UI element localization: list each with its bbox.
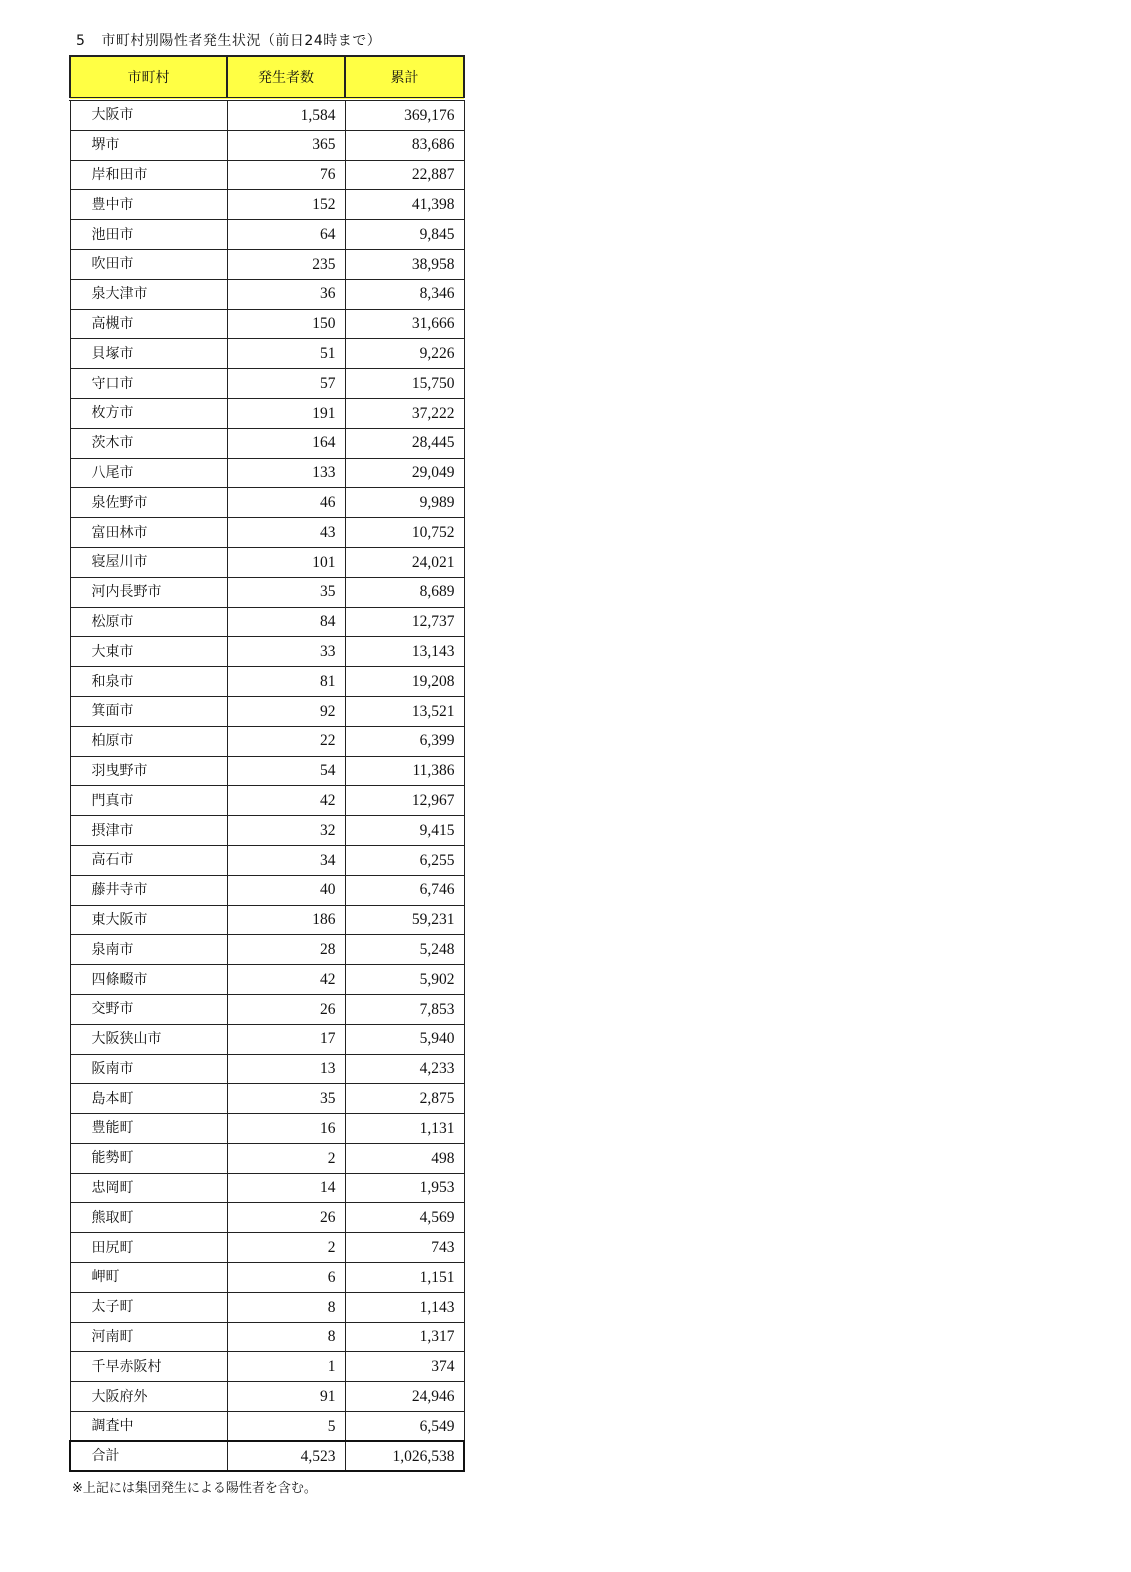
table-row xyxy=(70,845,464,875)
new-cases-cell: 2 xyxy=(227,1143,345,1173)
table-row xyxy=(70,994,464,1024)
table-row xyxy=(70,577,464,607)
table-row xyxy=(70,1114,464,1144)
municipality-cell: 能勢町 xyxy=(70,1143,227,1173)
table-row xyxy=(70,488,464,518)
page-title xyxy=(76,30,381,50)
new-cases-cell: 35 xyxy=(227,1084,345,1114)
new-cases-cell: 152 xyxy=(227,190,345,220)
table-row xyxy=(70,279,464,309)
new-cases-cell: 36 xyxy=(227,279,345,309)
table-row xyxy=(70,518,464,548)
cumulative-cell: 13,521 xyxy=(345,696,464,726)
new-cases-cell: 5 xyxy=(227,1412,345,1442)
municipality-cell: 和泉市 xyxy=(70,667,227,697)
municipality-cell: 藤井寺市 xyxy=(70,875,227,905)
table-row xyxy=(70,190,464,220)
new-cases-cell: 22 xyxy=(227,726,345,756)
cumulative-cell: 13,143 xyxy=(345,637,464,667)
cumulative-cell: 24,946 xyxy=(345,1382,464,1412)
section-number: 5 xyxy=(76,33,86,49)
cumulative-cell: 9,415 xyxy=(345,816,464,846)
municipality-cell: 貝塚市 xyxy=(70,339,227,369)
new-cases-cell: 1 xyxy=(227,1352,345,1382)
table-row xyxy=(70,428,464,458)
total-row xyxy=(70,1441,464,1471)
new-cases-cell: 26 xyxy=(227,994,345,1024)
table-row xyxy=(70,965,464,995)
column-header-municipality: 市町村 xyxy=(70,56,227,99)
new-cases-cell: 235 xyxy=(227,249,345,279)
cumulative-cell: 10,752 xyxy=(345,518,464,548)
table-row xyxy=(70,1203,464,1233)
new-cases-cell: 14 xyxy=(227,1173,345,1203)
new-cases-cell: 26 xyxy=(227,1203,345,1233)
municipality-cell: 大東市 xyxy=(70,637,227,667)
table-row xyxy=(70,130,464,160)
municipality-cell: 熊取町 xyxy=(70,1203,227,1233)
table-body xyxy=(70,99,464,1441)
new-cases-cell: 133 xyxy=(227,458,345,488)
cumulative-cell: 9,226 xyxy=(345,339,464,369)
municipality-cell: 河南町 xyxy=(70,1322,227,1352)
table-row xyxy=(70,816,464,846)
table-row xyxy=(70,369,464,399)
municipality-cell: 門真市 xyxy=(70,786,227,816)
cumulative-cell: 9,989 xyxy=(345,488,464,518)
table-row xyxy=(70,1024,464,1054)
municipality-cell: 阪南市 xyxy=(70,1054,227,1084)
municipality-cell: 大阪狭山市 xyxy=(70,1024,227,1054)
table-row xyxy=(70,1322,464,1352)
new-cases-cell: 101 xyxy=(227,547,345,577)
municipality-cell: 堺市 xyxy=(70,130,227,160)
cumulative-cell: 8,346 xyxy=(345,279,464,309)
cumulative-cell: 24,021 xyxy=(345,547,464,577)
new-cases-cell: 42 xyxy=(227,965,345,995)
table-row xyxy=(70,667,464,697)
column-header-cumulative: 累計 xyxy=(345,56,464,99)
table-header-row xyxy=(70,56,464,99)
new-cases-cell: 81 xyxy=(227,667,345,697)
municipality-cell: 高石市 xyxy=(70,845,227,875)
cumulative-cell: 31,666 xyxy=(345,309,464,339)
cumulative-cell: 743 xyxy=(345,1233,464,1263)
new-cases-cell: 17 xyxy=(227,1024,345,1054)
new-cases-cell: 28 xyxy=(227,935,345,965)
cumulative-cell: 4,233 xyxy=(345,1054,464,1084)
new-cases-cell: 32 xyxy=(227,816,345,846)
table-row xyxy=(70,220,464,250)
municipality-cell: 茨木市 xyxy=(70,428,227,458)
table-row xyxy=(70,786,464,816)
cumulative-cell: 369,176 xyxy=(345,99,464,130)
new-cases-cell: 2 xyxy=(227,1233,345,1263)
municipality-cell: 吹田市 xyxy=(70,249,227,279)
new-cases-cell: 92 xyxy=(227,696,345,726)
cumulative-cell: 1,151 xyxy=(345,1263,464,1293)
cumulative-cell: 29,049 xyxy=(345,458,464,488)
municipality-cell: 高槻市 xyxy=(70,309,227,339)
new-cases-cell: 35 xyxy=(227,577,345,607)
cumulative-cell: 19,208 xyxy=(345,667,464,697)
footnote: ※上記には集団発生による陽性者を含む。 xyxy=(72,1481,317,1496)
cumulative-cell: 83,686 xyxy=(345,130,464,160)
cumulative-cell: 9,845 xyxy=(345,220,464,250)
municipality-cell: 松原市 xyxy=(70,607,227,637)
new-cases-cell: 365 xyxy=(227,130,345,160)
new-cases-cell: 57 xyxy=(227,369,345,399)
municipality-cell: 島本町 xyxy=(70,1084,227,1114)
municipality-cell: 大阪府外 xyxy=(70,1382,227,1412)
municipality-cell: 岬町 xyxy=(70,1263,227,1293)
cumulative-cell: 1,143 xyxy=(345,1292,464,1322)
new-cases-cell: 34 xyxy=(227,845,345,875)
municipality-cell: 調査中 xyxy=(70,1412,227,1442)
new-cases-cell: 1,584 xyxy=(227,99,345,130)
cumulative-cell: 1,953 xyxy=(345,1173,464,1203)
new-cases-cell: 43 xyxy=(227,518,345,548)
cumulative-cell: 8,689 xyxy=(345,577,464,607)
new-cases-cell: 8 xyxy=(227,1292,345,1322)
municipality-cell: 枚方市 xyxy=(70,398,227,428)
new-cases-cell: 33 xyxy=(227,637,345,667)
municipality-cell: 箕面市 xyxy=(70,696,227,726)
cumulative-cell: 59,231 xyxy=(345,905,464,935)
municipality-cell: 太子町 xyxy=(70,1292,227,1322)
new-cases-cell: 40 xyxy=(227,875,345,905)
cumulative-cell: 11,386 xyxy=(345,756,464,786)
table-row xyxy=(70,249,464,279)
table-row xyxy=(70,99,464,130)
new-cases-cell: 186 xyxy=(227,905,345,935)
municipality-cell: 岸和田市 xyxy=(70,160,227,190)
municipality-cell: 羽曳野市 xyxy=(70,756,227,786)
table-row xyxy=(70,1054,464,1084)
cumulative-cell: 22,887 xyxy=(345,160,464,190)
table-row xyxy=(70,1233,464,1263)
municipality-cell: 守口市 xyxy=(70,369,227,399)
cumulative-cell: 2,875 xyxy=(345,1084,464,1114)
municipality-table xyxy=(69,55,465,1472)
cumulative-cell: 7,853 xyxy=(345,994,464,1024)
table-row xyxy=(70,309,464,339)
table-row xyxy=(70,607,464,637)
table-row xyxy=(70,547,464,577)
table-row xyxy=(70,1263,464,1293)
table-row xyxy=(70,905,464,935)
table-row xyxy=(70,1292,464,1322)
cumulative-cell: 1,317 xyxy=(345,1322,464,1352)
table-row xyxy=(70,398,464,428)
municipality-cell: 八尾市 xyxy=(70,458,227,488)
new-cases-cell: 64 xyxy=(227,220,345,250)
table-row xyxy=(70,458,464,488)
cumulative-cell: 5,902 xyxy=(345,965,464,995)
table-row xyxy=(70,339,464,369)
municipality-cell: 柏原市 xyxy=(70,726,227,756)
new-cases-cell: 91 xyxy=(227,1382,345,1412)
table-row xyxy=(70,1143,464,1173)
total-cumulative: 1,026,538 xyxy=(345,1441,464,1471)
cumulative-cell: 6,255 xyxy=(345,845,464,875)
cumulative-cell: 498 xyxy=(345,1143,464,1173)
table-row xyxy=(70,726,464,756)
table-row xyxy=(70,637,464,667)
cumulative-cell: 37,222 xyxy=(345,398,464,428)
table-row xyxy=(70,1352,464,1382)
cumulative-cell: 6,549 xyxy=(345,1412,464,1442)
cumulative-cell: 5,940 xyxy=(345,1024,464,1054)
table-row xyxy=(70,1382,464,1412)
cumulative-cell: 6,746 xyxy=(345,875,464,905)
column-header-new-cases: 発生者数 xyxy=(227,56,345,99)
table-row xyxy=(70,1412,464,1442)
cumulative-cell: 6,399 xyxy=(345,726,464,756)
cumulative-cell: 374 xyxy=(345,1352,464,1382)
municipality-cell: 大阪市 xyxy=(70,99,227,130)
table-row xyxy=(70,160,464,190)
municipality-cell: 富田林市 xyxy=(70,518,227,548)
municipality-cell: 池田市 xyxy=(70,220,227,250)
municipality-cell: 泉佐野市 xyxy=(70,488,227,518)
new-cases-cell: 42 xyxy=(227,786,345,816)
municipality-cell: 交野市 xyxy=(70,994,227,1024)
municipality-cell: 東大阪市 xyxy=(70,905,227,935)
municipality-cell: 河内長野市 xyxy=(70,577,227,607)
cumulative-cell: 12,967 xyxy=(345,786,464,816)
section-title: 市町村別陽性者発生状況（前日24時まで） xyxy=(101,33,382,49)
cumulative-cell: 41,398 xyxy=(345,190,464,220)
new-cases-cell: 164 xyxy=(227,428,345,458)
cumulative-cell: 5,248 xyxy=(345,935,464,965)
municipality-cell: 豊中市 xyxy=(70,190,227,220)
municipality-cell: 寝屋川市 xyxy=(70,547,227,577)
table-row xyxy=(70,696,464,726)
new-cases-cell: 150 xyxy=(227,309,345,339)
municipality-cell: 泉大津市 xyxy=(70,279,227,309)
cumulative-cell: 12,737 xyxy=(345,607,464,637)
new-cases-cell: 84 xyxy=(227,607,345,637)
table-row xyxy=(70,1173,464,1203)
table-row xyxy=(70,1084,464,1114)
total-label: 合計 xyxy=(70,1441,227,1471)
municipality-cell: 四條畷市 xyxy=(70,965,227,995)
municipality-cell: 摂津市 xyxy=(70,816,227,846)
new-cases-cell: 13 xyxy=(227,1054,345,1084)
municipality-cell: 泉南市 xyxy=(70,935,227,965)
new-cases-cell: 16 xyxy=(227,1114,345,1144)
new-cases-cell: 51 xyxy=(227,339,345,369)
cumulative-cell: 38,958 xyxy=(345,249,464,279)
municipality-cell: 千早赤阪村 xyxy=(70,1352,227,1382)
table-row xyxy=(70,756,464,786)
new-cases-cell: 46 xyxy=(227,488,345,518)
total-new-cases: 4,523 xyxy=(227,1441,345,1471)
cumulative-cell: 1,131 xyxy=(345,1114,464,1144)
new-cases-cell: 191 xyxy=(227,398,345,428)
cumulative-cell: 15,750 xyxy=(345,369,464,399)
new-cases-cell: 76 xyxy=(227,160,345,190)
new-cases-cell: 6 xyxy=(227,1263,345,1293)
new-cases-cell: 54 xyxy=(227,756,345,786)
new-cases-cell: 8 xyxy=(227,1322,345,1352)
cumulative-cell: 4,569 xyxy=(345,1203,464,1233)
municipality-cell: 忠岡町 xyxy=(70,1173,227,1203)
cumulative-cell: 28,445 xyxy=(345,428,464,458)
municipality-cell: 田尻町 xyxy=(70,1233,227,1263)
municipality-cell: 豊能町 xyxy=(70,1114,227,1144)
table-row xyxy=(70,875,464,905)
table-row xyxy=(70,935,464,965)
